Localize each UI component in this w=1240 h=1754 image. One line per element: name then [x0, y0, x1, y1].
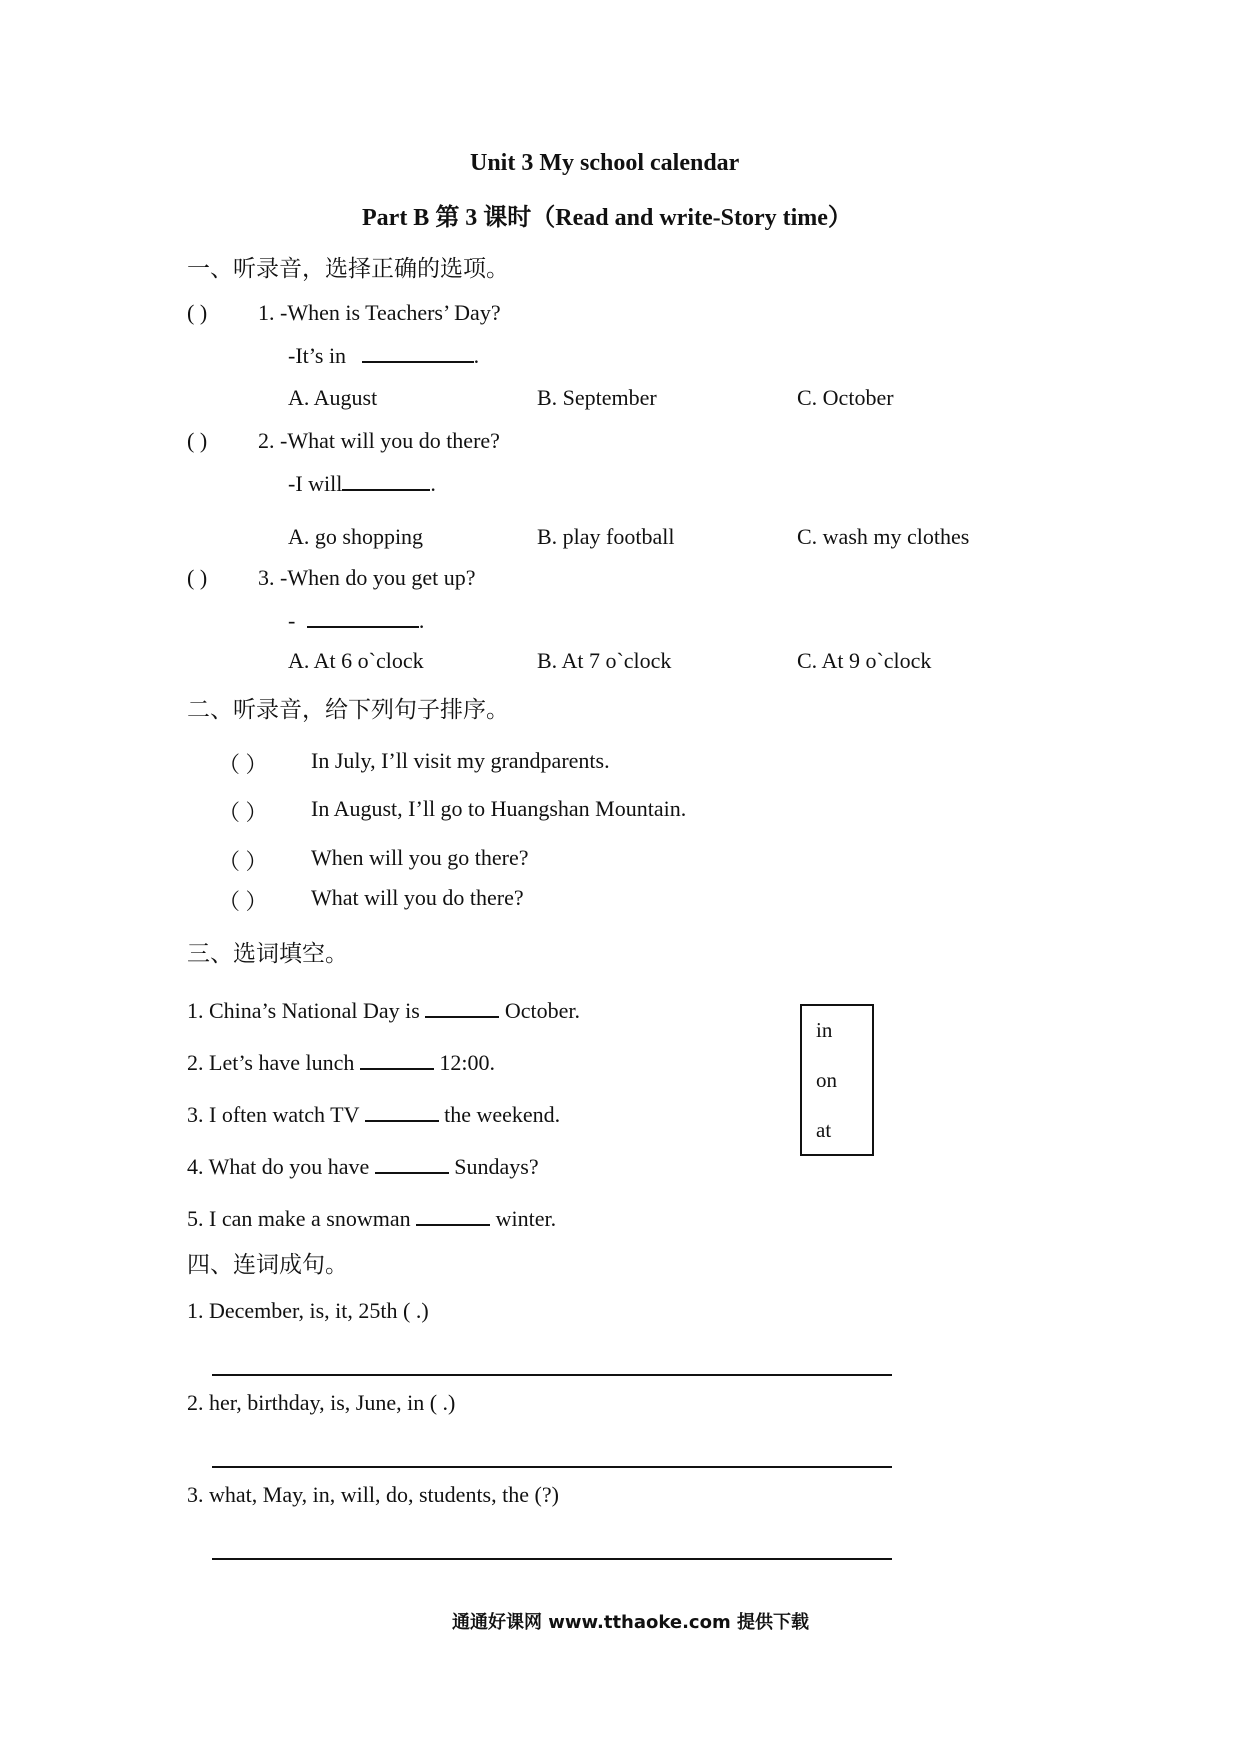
answer-suffix: .	[430, 471, 436, 496]
option-c: C. wash my clothes	[797, 524, 970, 549]
question-text: 2. -What will you do there?	[258, 428, 500, 453]
option-b: B. play football	[537, 524, 675, 549]
scrambled-words: 2. her, birthday, is, June, in ( .)	[187, 1390, 456, 1415]
fill-blank[interactable]	[307, 626, 419, 628]
section1-heading: 一、听录音，选择正确的选项。	[187, 256, 509, 282]
option-a: A. At 6 o`clock	[288, 648, 424, 673]
option-b: B. September	[537, 385, 657, 410]
fill-sentence	[187, 998, 580, 1024]
fill-blank[interactable]	[416, 1224, 490, 1226]
fill-sentence	[187, 1154, 539, 1180]
answer-prefix: -I will	[288, 471, 343, 496]
option-c: C. At 9 o`clock	[797, 648, 932, 673]
sentence-after: the weekend.	[438, 1102, 561, 1127]
order-paren: （ ）	[218, 800, 268, 825]
question-text: 3. -When do you get up?	[258, 565, 476, 590]
option-c: C. October	[797, 385, 894, 410]
answer-line	[288, 471, 436, 497]
sentence-after: Sundays?	[448, 1154, 539, 1179]
order-sentence: What will you do there?	[311, 885, 524, 910]
sentence-after: 12:00.	[433, 1050, 496, 1075]
footer-source: 通通好课网 www.tthaoke.com 提供下载	[452, 1612, 809, 1633]
answer-prefix: -	[288, 608, 301, 633]
order-sentence: In August, I’ll go to Huangshan Mountain.	[311, 796, 687, 821]
answer-suffix: .	[473, 343, 480, 368]
word-option: in	[816, 1018, 833, 1042]
fill-sentence	[187, 1050, 495, 1076]
worksheet-subtitle: Part B 第 3 课时（Read and write-Story time）	[362, 205, 852, 231]
scrambled-words: 3. what, May, in, will, do, students, the (?)	[187, 1482, 559, 1507]
word-option: on	[816, 1068, 837, 1092]
answer-paren: ( )	[187, 300, 208, 325]
order-paren: （ ）	[218, 889, 268, 914]
answer-suffix: .	[418, 608, 425, 633]
answer-prefix: -It’s in	[288, 343, 352, 368]
fill-sentence	[187, 1102, 560, 1128]
answer-paren: ( )	[187, 565, 208, 590]
scrambled-words: 1. December, is, it, 25th ( .)	[187, 1298, 429, 1323]
answer-line	[288, 343, 479, 369]
sentence-before: 2. Let’s have lunch	[187, 1050, 360, 1075]
fill-blank[interactable]	[425, 1016, 499, 1018]
section2-heading: 二、听录音，给下列句子排序。	[187, 697, 509, 723]
section3-heading: 三、选词填空。	[187, 941, 348, 967]
fill-blank[interactable]	[360, 1068, 434, 1070]
fill-blank[interactable]	[342, 489, 430, 491]
word-option: at	[816, 1118, 832, 1142]
fill-blank[interactable]	[365, 1120, 439, 1122]
word-box	[800, 1004, 874, 1156]
answer-write-line[interactable]	[212, 1558, 892, 1560]
order-paren: （ ）	[218, 752, 268, 777]
fill-blank[interactable]	[362, 361, 474, 363]
answer-write-line[interactable]	[212, 1374, 892, 1376]
option-a: A. go shopping	[288, 524, 424, 549]
sentence-after: winter.	[490, 1206, 557, 1231]
fill-sentence	[187, 1206, 556, 1232]
question-text: 1. -When is Teachers’ Day?	[258, 300, 501, 325]
order-sentence: In July, I’ll visit my grandparents.	[311, 748, 610, 773]
order-paren: （ ）	[218, 849, 268, 874]
answer-line	[288, 608, 424, 634]
answer-write-line[interactable]	[212, 1466, 892, 1468]
answer-paren: ( )	[187, 428, 208, 453]
sentence-before: 3. I often watch TV	[187, 1102, 365, 1127]
option-a: A. August	[288, 385, 378, 410]
sentence-before: 4. What do you have	[187, 1154, 375, 1179]
fill-blank[interactable]	[375, 1172, 449, 1174]
sentence-before: 5. I can make a snowman	[187, 1206, 417, 1231]
sentence-after: October.	[499, 998, 580, 1023]
order-sentence: When will you go there?	[311, 845, 529, 870]
sentence-before: 1. China’s National Day is	[187, 998, 426, 1023]
worksheet-title: Unit 3 My school calendar	[470, 150, 740, 176]
section4-heading: 四、连词成句。	[187, 1252, 348, 1278]
option-b: B. At 7 o`clock	[537, 648, 672, 673]
